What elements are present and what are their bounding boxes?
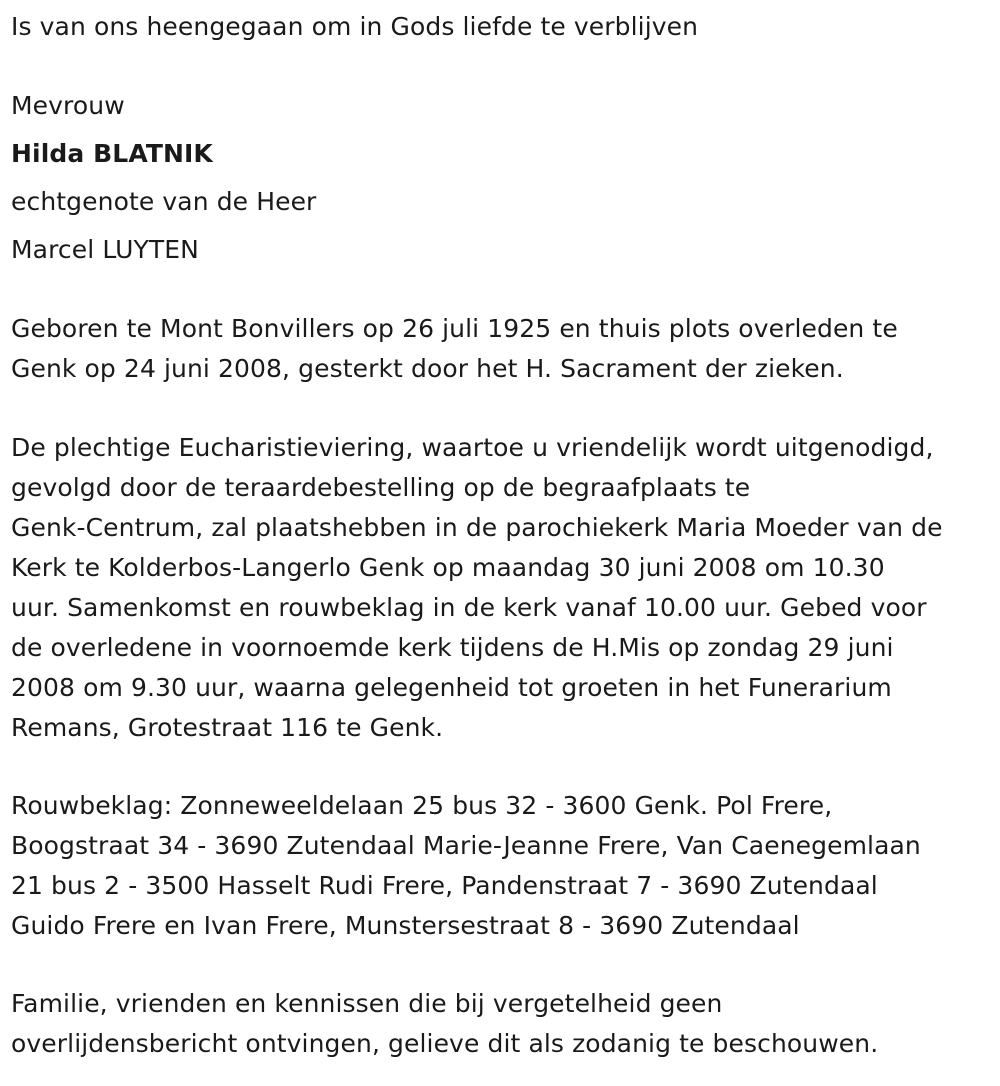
condolence-line: 21 bus 2 - 3500 Hasselt Rudi Frere, Pandenstraat 7 - 3690 Zutendaal [11, 871, 878, 900]
ceremony-line: gevolgd door de teraardebestelling op de begraafplaats te [11, 473, 751, 502]
ceremony-line: Remans, Grotestraat 116 te Genk. [11, 713, 444, 742]
intro-text: Is van ons heengegaan om in Gods liefde te verblijven [11, 12, 699, 41]
spouse-name: Marcel LUYTEN [11, 235, 199, 264]
closing-line: overlijdensbericht ontvingen, gelieve dit als zodanig te beschouwen. [11, 1029, 879, 1058]
condolence-paragraph [11, 786, 996, 946]
ceremony-line: Genk-Centrum, zal plaatshebben in de parochiekerk Maria Moeder van de [11, 513, 943, 542]
ceremony-paragraph [11, 428, 996, 748]
birth-line: Geboren te Mont Bonvillers op 26 juli 1925 en thuis plots overleden te [11, 314, 898, 343]
ceremony-line: De plechtige Eucharistieviering, waartoe u vriendelijk wordt uitgenodigd, [11, 433, 934, 462]
ceremony-line: 2008 om 9.30 uur, waarna gelegenheid tot groeten in het Funerarium [11, 673, 892, 702]
relation-text: echtgenote van de Heer [11, 187, 317, 216]
ceremony-line: de overledene in voornoemde kerk tijdens de H.Mis op zondag 29 juni [11, 633, 894, 662]
closing-line: Familie, vrienden en kennissen die bij vergetelheid geen [11, 989, 723, 1018]
salutation: Mevrouw [11, 91, 125, 120]
death-notice [11, 7, 996, 1064]
ceremony-line: uur. Samenkomst en rouwbeklag in de kerk vanaf 10.00 uur. Gebed voor [11, 593, 927, 622]
condolence-line: Guido Frere en Ivan Frere, Munstersestraat 8 - 3690 Zutendaal [11, 911, 800, 940]
birth-line: Genk op 24 juni 2008, gesterkt door het H. Sacrament der zieken. [11, 354, 844, 383]
deceased-name: Hilda BLATNIK [11, 139, 213, 168]
closing-paragraph [11, 984, 996, 1064]
ceremony-line: Kerk te Kolderbos-Langerlo Genk op maandag 30 juni 2008 om 10.30 [11, 553, 885, 582]
condolence-line: Boogstraat 34 - 3690 Zutendaal Marie-Jeanne Frere, Van Caenegemlaan [11, 831, 921, 860]
birth-paragraph [11, 309, 996, 389]
condolence-line: Rouwbeklag: Zonneweeldelaan 25 bus 32 - 3600 Genk. Pol Frere, [11, 791, 833, 820]
